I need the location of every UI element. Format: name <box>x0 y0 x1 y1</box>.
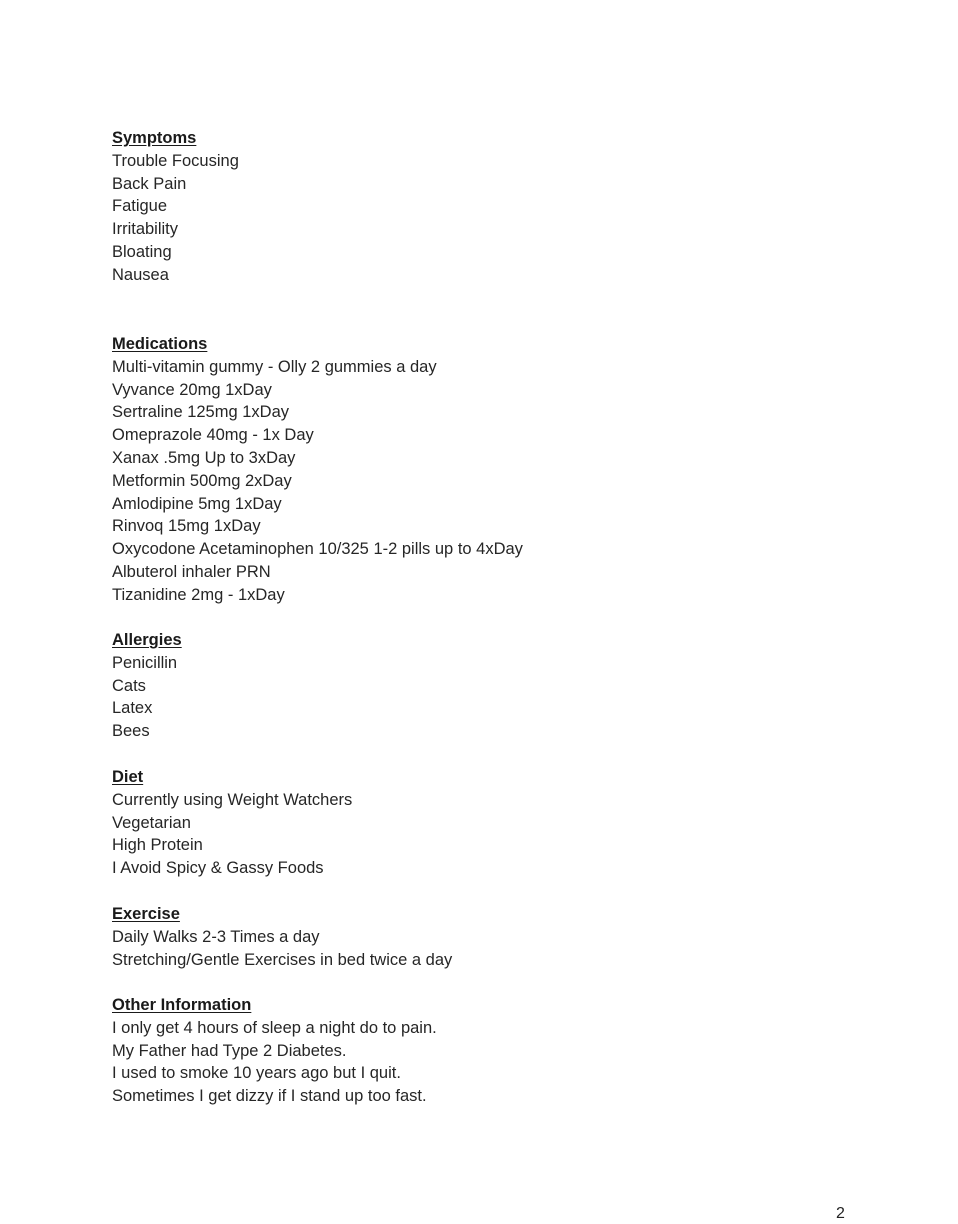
other-information-heading: Other Information <box>112 996 252 1014</box>
medication-item: Omeprazole 40mg - 1x Day <box>112 426 314 445</box>
medication-item: Vyvance 20mg 1xDay <box>112 380 272 399</box>
other-information-item: Sometimes I get dizzy if I stand up too fast. <box>112 1087 427 1106</box>
symptom-item: Irritability <box>112 220 179 239</box>
medication-item: Amlodipine 5mg 1xDay <box>112 494 282 513</box>
diet-item: Currently using Weight Watchers <box>112 790 353 809</box>
exercise-heading: Exercise <box>112 905 180 923</box>
medication-item: Metformin 500mg 2xDay <box>112 471 292 490</box>
other-information-item: I only get 4 hours of sleep a night do to pain. <box>112 1018 437 1037</box>
diet-heading: Diet <box>112 768 144 786</box>
medication-item: Rinvoq 15mg 1xDay <box>112 517 261 536</box>
medications-heading: Medications <box>112 335 208 353</box>
diet-item: High Protein <box>112 836 203 855</box>
allergy-item: Bees <box>112 722 150 741</box>
page-number: 2 <box>836 1205 845 1222</box>
diet-item: Vegetarian <box>112 813 191 832</box>
allergy-item: Cats <box>112 676 146 695</box>
exercise-item: Daily Walks 2-3 Times a day <box>112 927 320 946</box>
symptoms-heading: Symptoms <box>112 129 197 147</box>
symptom-item: Trouble Focusing <box>112 151 239 170</box>
symptom-item: Bloating <box>112 242 172 261</box>
symptom-item: Nausea <box>112 265 169 284</box>
medication-item: Oxycodone Acetaminophen 10/325 1-2 pills up to 4xDay <box>112 540 523 559</box>
other-information-section <box>112 994 437 1108</box>
other-information-item: I used to smoke 10 years ago but I quit. <box>112 1064 401 1083</box>
allergies-section <box>112 629 182 743</box>
exercise-section <box>112 903 452 971</box>
medication-item: Tizanidine 2mg - 1xDay <box>112 585 285 604</box>
medication-item: Albuterol inhaler PRN <box>112 562 271 581</box>
allergies-heading: Allergies <box>112 631 182 649</box>
diet-item: I Avoid Spicy & Gassy Foods <box>112 859 324 878</box>
diet-section <box>112 766 352 880</box>
medication-item: Xanax .5mg Up to 3xDay <box>112 448 296 467</box>
other-information-item: My Father had Type 2 Diabetes. <box>112 1041 347 1060</box>
allergy-item: Penicillin <box>112 653 178 672</box>
medication-item: Multi-vitamin gummy - Olly 2 gummies a day <box>112 357 437 376</box>
symptom-item: Back Pain <box>112 174 187 193</box>
medications-section <box>112 333 523 607</box>
allergy-item: Latex <box>112 699 153 718</box>
symptoms-section <box>112 127 239 287</box>
exercise-item: Stretching/Gentle Exercises in bed twice a day <box>112 950 453 969</box>
medication-item: Sertraline 125mg 1xDay <box>112 403 290 422</box>
symptom-item: Fatigue <box>112 197 168 216</box>
